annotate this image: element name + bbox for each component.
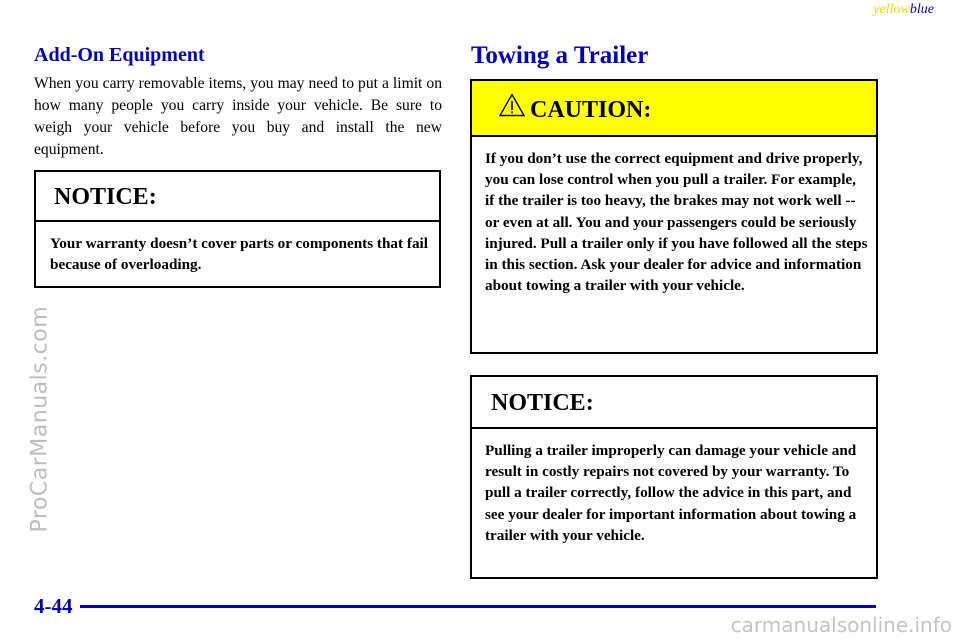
page-number: 4-44	[34, 594, 73, 618]
watermark-side: ProCarManuals.com	[27, 305, 53, 533]
caution-text: If you don’t use the correct equipment and drive properly, you can lose control when you pull a trailer. For example, if the trailer is too heavy, the brakes may not work well -- or even at all. You and your passengers could be seriously injured. Pull a trailer only if you have followed all the steps in this section. Ask your dealer for advice and information about towing a trailer with your vehicle.	[485, 150, 868, 295]
notice-header	[36, 172, 439, 222]
notice-title: NOTICE:	[54, 184, 157, 210]
section-heading-add-on-equipment: Add-On Equipment	[34, 44, 205, 66]
notice-text: Your warranty doesn’t cover parts or components that fail because of overloading.	[50, 235, 428, 274]
watermark-bottom: carmanualsonline.info	[730, 613, 952, 637]
section-heading-towing-a-trailer: Towing a Trailer	[471, 42, 649, 69]
color-tag-yellow: yellow	[873, 2, 910, 17]
footer-rule	[80, 605, 876, 608]
caution-box-towing	[470, 79, 878, 354]
caution-title: CAUTION:	[530, 97, 652, 123]
color-tag-blue: blue	[909, 2, 934, 17]
notice-text: Pulling a trailer improperly can damage your vehicle and result in costly repairs not covered by your warranty. To pull a trailer correctly, follow the advice in this part, and see your dealer for important information about towing a trailer with your vehicle.	[485, 442, 857, 544]
notice-header	[472, 377, 876, 429]
notice-box-towing	[470, 375, 878, 579]
add-on-equipment-paragraph: When you carry removable items, you may need to put a limit on how many people you carry inside your vehicle. Be sure to weigh your vehicle before you buy and install the new equipment.	[34, 75, 442, 158]
caution-header	[472, 81, 876, 137]
warning-triangle-icon	[499, 93, 525, 117]
notice-title: NOTICE:	[491, 390, 594, 416]
color-tag	[873, 2, 934, 18]
notice-box-overloading	[34, 170, 441, 288]
